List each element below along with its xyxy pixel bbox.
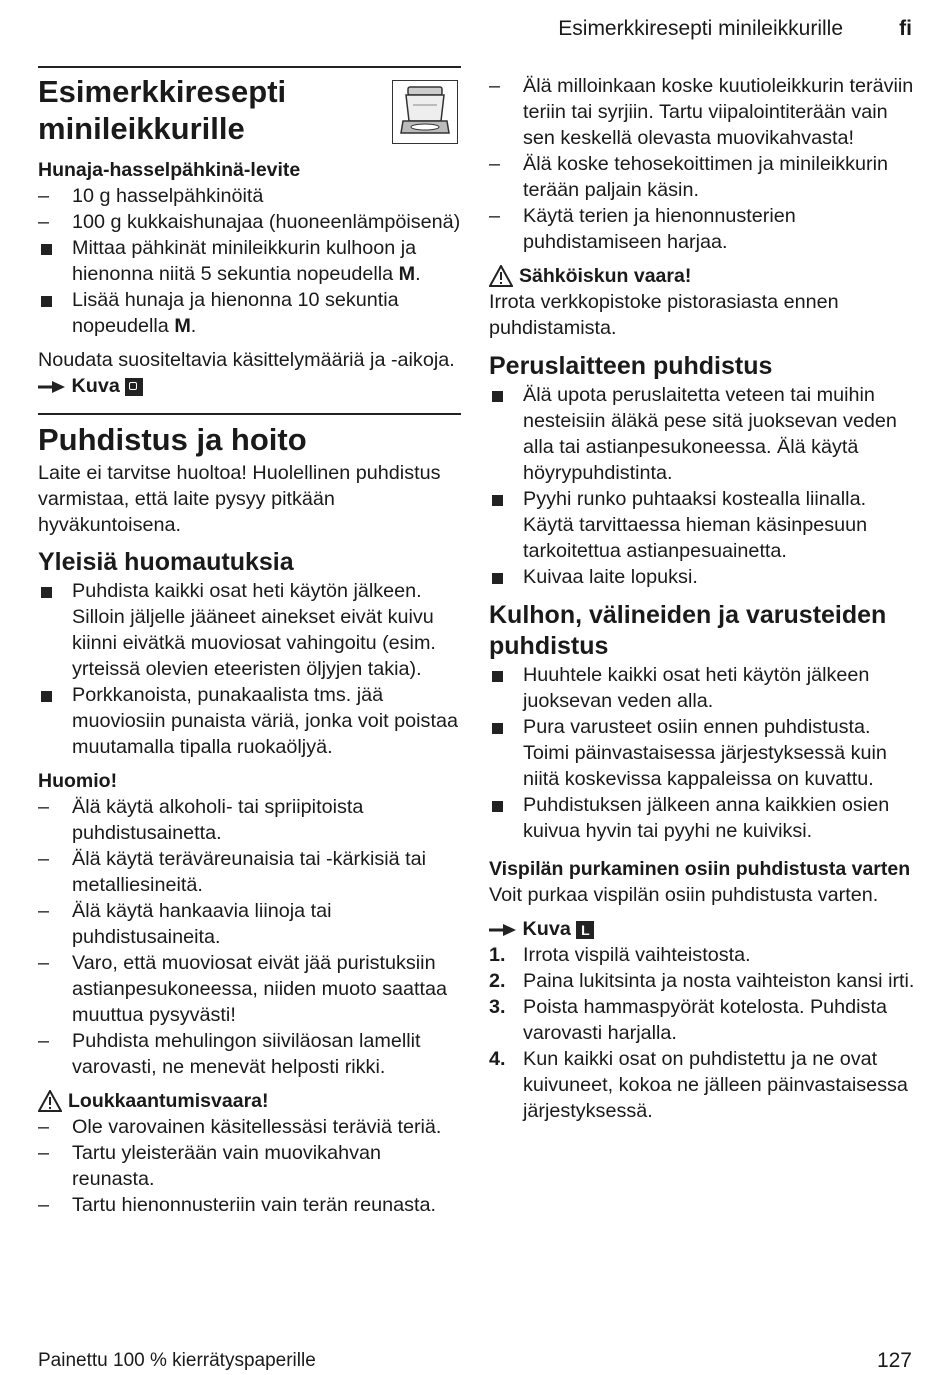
mini-chopper-icon: [392, 80, 458, 144]
right-column: [489, 73, 919, 1124]
header-language: fi: [899, 17, 912, 40]
warning-triangle-icon: [38, 1090, 62, 1112]
whisk-step: 2. Paina lukitsinta ja nosta vaihteiston kansi irti.: [489, 970, 915, 992]
attention-item: – Puhdista mehulingon siiviläosan lamellit varovasti, ne menevät helposti rikki.: [38, 1030, 421, 1078]
bowl-cleaning-title: Kulhon, välineiden ja varusteiden puhdistus: [489, 601, 887, 660]
recipe-step: Lisää hunaja ja hienonna 10 sekuntia nopeudella M.: [38, 287, 461, 339]
injury-item: – Ole varovainen käsitellessäsi teräviä teriä.: [38, 1116, 442, 1138]
injury-item: – Älä milloinkaan koske kuutioleikkurin teräviin teriin tai syrjiin. Tartu viipalointiterään vain sen keskellä olevasta muovikahvasta!: [489, 75, 914, 149]
divider: [38, 413, 461, 415]
header-title: Esimerkkiresepti minileikkurille: [558, 17, 843, 40]
general-note-item: Porkkanoista, punakaalista tms. jää muoviosiin punaista väriä, jonka voit poistaa muutamalla tipalla ruokaöljyä.: [38, 682, 461, 760]
attention-item: – Älä käytä alkoholi- tai spriipitoista puhdistusainetta.: [38, 796, 364, 844]
footer-note: Painettu 100 % kierrätyspaperille: [38, 1350, 316, 1371]
warning-triangle-icon: [489, 265, 513, 287]
general-notes-title: Yleisiä huomautuksia: [38, 548, 294, 576]
whisk-step: 1. Irrota vispilä vaihteistosta.: [489, 944, 751, 966]
recipe-note: Noudata suositeltavia käsittelymääriä ja -aikoja. Kuva: [38, 349, 455, 397]
general-note-item: Puhdista kaikki osat heti käytön jälkeen. Silloin jäljelle jääneet ainekset eivät kuivu kiinni eivätkä muoviosat vahingoitu (esim. yrteissä olevien eteeristen öljyjen takia).: [38, 578, 461, 682]
base-cleaning-item: Pyyhi runko puhtaaksi kostealla liinalla. Käytä tarvittaessa hieman käsinpesuun tarkoitettua astianpesuainetta.: [489, 486, 919, 564]
ingredient-item: – 100 g kukkaishunajaa (huoneenlämpöisenä): [38, 211, 461, 233]
recipe-section-title: Esimerkkiresepti minileikkurille: [38, 74, 287, 146]
attention-item: – Varo, että muoviosat eivät jää puristuksiin astianpesukoneessa, niiden muoto saattaa muuttua pysyvästi!: [38, 952, 448, 1026]
bowl-cleaning-item: Huuhtele kaikki osat heti käytön jälkeen juoksevan veden alla.: [489, 662, 919, 714]
base-cleaning-item: Älä upota peruslaitetta veteen tai muihin nesteisiin äläkä pese sitä juoksevan veden alla tai astianpesukoneessa. Älä käytä höyrypuhdistinta.: [489, 382, 919, 486]
whisk-step: 4. Kun kaikki osat on puhdistettu ja ne ovat kuivuneet, kokoa ne jälleen päinvastaisessa järjestyksessä.: [489, 1048, 908, 1122]
attention-item: – Älä käytä hankaavia liinoja tai puhdistusaineita.: [38, 900, 332, 948]
recipe-step: Mittaa pähkinät minileikkurin kulhoon ja hienonna niitä 5 sekuntia nopeudella M.: [38, 235, 461, 287]
page-number: 127: [876, 1349, 912, 1372]
shock-warning-title: Sähköiskun vaara!: [489, 263, 919, 289]
attention-item: – Älä käytä teräväreunaisia tai -kärkisiä tai metalliesineitä.: [38, 848, 427, 896]
figure-reference: Kuva L: [489, 916, 919, 942]
figure-l-icon: L: [576, 921, 594, 939]
care-intro: Laite ei tarvitse huoltoa! Huolellinen puhdistus varmistaa, että laite pysyy pitkään hyväkuntoisena.: [38, 462, 441, 536]
injury-item: – Tartu yleisterään vain muovikahvan reunasta.: [38, 1142, 381, 1190]
bowl-cleaning-item: Pura varusteet osiin ennen puhdistusta. Toimi päinvastaisessa järjestyksessä kuin niitä koskevissa kappaleissa on kuvattu.: [489, 714, 919, 792]
page-header: [0, 14, 950, 44]
whisk-text: Voit purkaa vispilän osiin puhdistusta varten.: [489, 884, 879, 906]
attention-title: Huomio!: [38, 770, 118, 792]
injury-item: – Käytä terien ja hienonnusterien puhdistamiseen harjaa.: [489, 205, 796, 253]
ingredient-item: – 10 g hasselpähkinöitä: [38, 185, 264, 207]
whisk-title: Vispilän purkaminen osiin puhdistusta varten: [489, 858, 911, 880]
figure-o-icon: [125, 378, 143, 396]
shock-text: Irrota verkkopistoke pistorasiasta ennen puhdistamista.: [489, 291, 839, 339]
injury-warning-title: Loukkaantumisvaara!: [38, 1088, 461, 1114]
recipe-title: Hunaja-hasselpähkinä-levite: [38, 159, 301, 181]
care-section-title: Puhdistus ja hoito: [38, 422, 307, 457]
arrow-right-icon: [489, 923, 517, 937]
injury-item: – Tartu hienonnusteriin vain terän reunasta.: [38, 1194, 436, 1216]
base-cleaning-title: Peruslaitteen puhdistus: [489, 352, 773, 380]
bowl-cleaning-item: Puhdistuksen jälkeen anna kaikkien osien kuivua hyvin tai pyyhi ne kuiviksi.: [489, 792, 919, 844]
left-column: [38, 66, 461, 1218]
arrow-right-icon: [38, 380, 66, 394]
whisk-step: 3. Poista hammaspyörät kotelosta. Puhdista varovasti harjalla.: [489, 996, 887, 1044]
injury-item: – Älä koske tehosekoittimen ja minileikkurin terään paljain käsin.: [489, 153, 889, 201]
base-cleaning-item: Kuivaa laite lopuksi.: [489, 564, 919, 590]
